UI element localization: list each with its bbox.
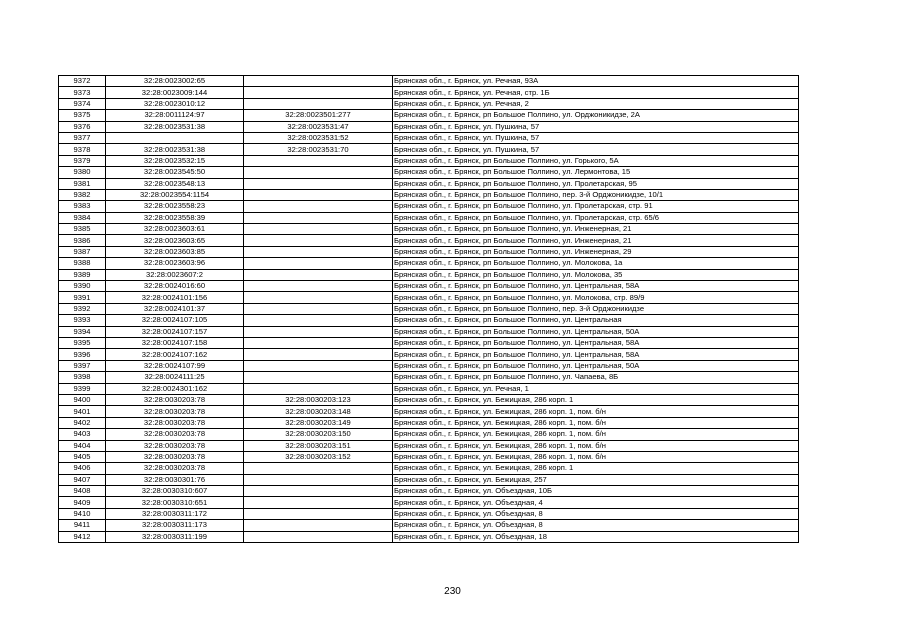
parent-cadastral-cell: 32:28:0023531:47 [244, 121, 393, 132]
address-cell: Брянская обл., г. Брянск, ул. Бежицкая, 286 корп. 1, пом. б/н [393, 440, 799, 451]
address-cell: Брянская обл., г. Брянск, рп Большое Полпино, ул. Пролетарская, стр. 65/6 [393, 212, 799, 223]
row-number-cell: 9392 [59, 303, 106, 314]
address-cell: Брянская обл., г. Брянск, ул. Бежицкая, 286 корп. 1, пом. б/н [393, 417, 799, 428]
address-cell: Брянская обл., г. Брянск, рп Большое Полпино, ул. Инженерная, 21 [393, 224, 799, 235]
row-number-cell: 9394 [59, 326, 106, 337]
cadastral-number-cell: 32:28:0030311:172 [106, 508, 244, 519]
parent-cadastral-cell [244, 486, 393, 497]
cadastral-number-cell: 32:28:0024107:162 [106, 349, 244, 360]
table-row [59, 224, 799, 235]
cadastral-number-cell: 32:28:0023603:61 [106, 224, 244, 235]
row-number-cell: 9381 [59, 178, 106, 189]
row-number-cell: 9374 [59, 98, 106, 109]
address-cell: Брянская обл., г. Брянск, ул. Объездная, 8 [393, 508, 799, 519]
address-cell: Брянская обл., г. Брянск, рп Большое Полпино, ул. Молокова, 35 [393, 269, 799, 280]
row-number-cell: 9386 [59, 235, 106, 246]
cadastral-number-cell: 32:28:0030311:173 [106, 520, 244, 531]
address-cell: Брянская обл., г. Брянск, рп Большое Полпино, ул. Лермонтова, 15 [393, 167, 799, 178]
registry-table [58, 75, 799, 543]
cadastral-number-cell: 32:28:0023603:96 [106, 258, 244, 269]
row-number-cell: 9404 [59, 440, 106, 451]
row-number-cell: 9403 [59, 429, 106, 440]
page-number: 230 [444, 586, 461, 597]
row-number-cell: 9390 [59, 281, 106, 292]
row-number-cell: 9391 [59, 292, 106, 303]
parent-cadastral-cell [244, 246, 393, 257]
address-cell: Брянская обл., г. Брянск, ул. Пушкина, 57 [393, 144, 799, 155]
parent-cadastral-cell: 32:28:0023501:277 [244, 110, 393, 121]
table-row [59, 394, 799, 405]
row-number-cell: 9407 [59, 474, 106, 485]
row-number-cell: 9402 [59, 417, 106, 428]
row-number-cell: 9378 [59, 144, 106, 155]
table-row [59, 110, 799, 121]
parent-cadastral-cell [244, 292, 393, 303]
parent-cadastral-cell [244, 337, 393, 348]
row-number-cell: 9396 [59, 349, 106, 360]
address-cell: Брянская обл., г. Брянск, ул. Бежицкая, 286 корп. 1, пом. б/н [393, 406, 799, 417]
table-row [59, 167, 799, 178]
table-row [59, 520, 799, 531]
row-number-cell: 9377 [59, 132, 106, 143]
cadastral-number-cell: 32:28:0024107:99 [106, 360, 244, 371]
table-row [59, 201, 799, 212]
parent-cadastral-cell [244, 508, 393, 519]
table-row [59, 144, 799, 155]
cadastral-number-cell: 32:28:0011124:97 [106, 110, 244, 121]
cadastral-number-cell: 32:28:0024301:162 [106, 383, 244, 394]
row-number-cell: 9382 [59, 189, 106, 200]
cadastral-number-cell: 32:28:0030203:78 [106, 440, 244, 451]
row-number-cell: 9395 [59, 337, 106, 348]
parent-cadastral-cell: 32:28:0030203:151 [244, 440, 393, 451]
cadastral-number-cell: 32:28:0023009:144 [106, 87, 244, 98]
parent-cadastral-cell [244, 383, 393, 394]
table-row [59, 474, 799, 485]
cadastral-number-cell: 32:28:0030203:78 [106, 463, 244, 474]
parent-cadastral-cell [244, 201, 393, 212]
parent-cadastral-cell [244, 531, 393, 542]
table-row [59, 303, 799, 314]
parent-cadastral-cell [244, 212, 393, 223]
parent-cadastral-cell [244, 189, 393, 200]
parent-cadastral-cell [244, 167, 393, 178]
parent-cadastral-cell [244, 372, 393, 383]
table-row [59, 76, 799, 87]
parent-cadastral-cell [244, 520, 393, 531]
table-row [59, 337, 799, 348]
row-number-cell: 9412 [59, 531, 106, 542]
address-cell: Брянская обл., г. Брянск, рп Большое Полпино, ул. Пролетарская, 95 [393, 178, 799, 189]
parent-cadastral-cell [244, 497, 393, 508]
table-row [59, 508, 799, 519]
address-cell: Брянская обл., г. Брянск, ул. Бежицкая, 257 [393, 474, 799, 485]
cadastral-number-cell: 32:28:0030301:76 [106, 474, 244, 485]
row-number-cell: 9380 [59, 167, 106, 178]
address-cell: Брянская обл., г. Брянск, рп Большое Полпино, ул. Центральная, 58А [393, 349, 799, 360]
parent-cadastral-cell: 32:28:0023531:52 [244, 132, 393, 143]
table-row [59, 486, 799, 497]
cadastral-number-cell: 32:28:0024107:157 [106, 326, 244, 337]
parent-cadastral-cell: 32:28:0030203:123 [244, 394, 393, 405]
row-number-cell: 9389 [59, 269, 106, 280]
table-row [59, 121, 799, 132]
address-cell: Брянская обл., г. Брянск, рп Большое Полпино, ул. Орджоникидзе, 2А [393, 110, 799, 121]
table-row [59, 497, 799, 508]
address-cell: Брянская обл., г. Брянск, рп Большое Полпино, ул. Молокова, 1а [393, 258, 799, 269]
cadastral-number-cell: 32:28:0024016:60 [106, 281, 244, 292]
row-number-cell: 9406 [59, 463, 106, 474]
parent-cadastral-cell [244, 235, 393, 246]
parent-cadastral-cell [244, 76, 393, 87]
cadastral-number-cell: 32:28:0030203:78 [106, 394, 244, 405]
registry-table-body [59, 76, 799, 543]
cadastral-number-cell: 32:28:0024101:156 [106, 292, 244, 303]
table-row [59, 258, 799, 269]
row-number-cell: 9387 [59, 246, 106, 257]
cadastral-number-cell: 32:28:0030311:199 [106, 531, 244, 542]
parent-cadastral-cell [244, 349, 393, 360]
address-cell: Брянская обл., г. Брянск, ул. Бежицкая, 286 корп. 1, пом. б/н [393, 451, 799, 462]
table-row [59, 531, 799, 542]
address-cell: Брянская обл., г. Брянск, рп Большое Полпино, ул. Чапаева, 8Б [393, 372, 799, 383]
table-row [59, 383, 799, 394]
table-row [59, 178, 799, 189]
cadastral-number-cell: 32:28:0023607:2 [106, 269, 244, 280]
parent-cadastral-cell [244, 360, 393, 371]
row-number-cell: 9384 [59, 212, 106, 223]
cadastral-number-cell: 32:28:0023002:65 [106, 76, 244, 87]
row-number-cell: 9400 [59, 394, 106, 405]
table-row [59, 246, 799, 257]
address-cell: Брянская обл., г. Брянск, ул. Пушкина, 57 [393, 121, 799, 132]
cadastral-number-cell: 32:28:0024107:158 [106, 337, 244, 348]
table-row [59, 315, 799, 326]
cadastral-number-cell: 32:28:0030203:78 [106, 406, 244, 417]
table-row [59, 451, 799, 462]
table-row [59, 372, 799, 383]
table-row [59, 429, 799, 440]
row-number-cell: 9375 [59, 110, 106, 121]
parent-cadastral-cell: 32:28:0030203:150 [244, 429, 393, 440]
address-cell: Брянская обл., г. Брянск, рп Большое Полпино, ул. Горького, 5А [393, 155, 799, 166]
row-number-cell: 9410 [59, 508, 106, 519]
address-cell: Брянская обл., г. Брянск, ул. Бежицкая, 286 корп. 1 [393, 394, 799, 405]
address-cell: Брянская обл., г. Брянск, ул. Речная, 93А [393, 76, 799, 87]
address-cell: Брянская обл., г. Брянск, ул. Объездная, 4 [393, 497, 799, 508]
cadastral-number-cell: 32:28:0024107:105 [106, 315, 244, 326]
address-cell: Брянская обл., г. Брянск, рп Большое Полпино, ул. Инженерная, 21 [393, 235, 799, 246]
table-row [59, 281, 799, 292]
table-row [59, 292, 799, 303]
row-number-cell: 9398 [59, 372, 106, 383]
row-number-cell: 9405 [59, 451, 106, 462]
table-row [59, 132, 799, 143]
parent-cadastral-cell: 32:28:0023531:70 [244, 144, 393, 155]
cadastral-number-cell [106, 132, 244, 143]
parent-cadastral-cell [244, 463, 393, 474]
parent-cadastral-cell [244, 303, 393, 314]
cadastral-number-cell: 32:28:0023558:39 [106, 212, 244, 223]
parent-cadastral-cell: 32:28:0030203:148 [244, 406, 393, 417]
parent-cadastral-cell [244, 155, 393, 166]
address-cell: Брянская обл., г. Брянск, рп Большое Полпино, ул. Центральная, 50А [393, 360, 799, 371]
address-cell: Брянская обл., г. Брянск, рп Большое Полпино, пер. 3-й Орджоникидзе, 10/1 [393, 189, 799, 200]
row-number-cell: 9409 [59, 497, 106, 508]
row-number-cell: 9393 [59, 315, 106, 326]
row-number-cell: 9388 [59, 258, 106, 269]
cadastral-number-cell: 32:28:0023603:85 [106, 246, 244, 257]
table-row [59, 463, 799, 474]
cadastral-number-cell: 32:28:0023545:50 [106, 167, 244, 178]
address-cell: Брянская обл., г. Брянск, рп Большое Полпино, ул. Центральная, 50А [393, 326, 799, 337]
table-row [59, 98, 799, 109]
address-cell: Брянская обл., г. Брянск, ул. Речная, 1 [393, 383, 799, 394]
address-cell: Брянская обл., г. Брянск, ул. Объездная, 10Б [393, 486, 799, 497]
cadastral-number-cell: 32:28:0030203:78 [106, 417, 244, 428]
parent-cadastral-cell [244, 178, 393, 189]
parent-cadastral-cell [244, 326, 393, 337]
parent-cadastral-cell [244, 258, 393, 269]
cadastral-number-cell: 32:28:0023532:15 [106, 155, 244, 166]
address-cell: Брянская обл., г. Брянск, рп Большое Полпино, ул. Центральная [393, 315, 799, 326]
row-number-cell: 9376 [59, 121, 106, 132]
row-number-cell: 9411 [59, 520, 106, 531]
cadastral-number-cell: 32:28:0023554:1154 [106, 189, 244, 200]
cadastral-number-cell: 32:28:0023603:65 [106, 235, 244, 246]
address-cell: Брянская обл., г. Брянск, рп Большое Полпино, ул. Молокова, стр. 89/9 [393, 292, 799, 303]
row-number-cell: 9401 [59, 406, 106, 417]
row-number-cell: 9397 [59, 360, 106, 371]
cadastral-number-cell: 32:28:0030310:651 [106, 497, 244, 508]
cadastral-number-cell: 32:28:0023010:12 [106, 98, 244, 109]
cadastral-number-cell: 32:28:0023531:38 [106, 121, 244, 132]
address-cell: Брянская обл., г. Брянск, ул. Речная, 2 [393, 98, 799, 109]
parent-cadastral-cell [244, 98, 393, 109]
address-cell: Брянская обл., г. Брянск, рп Большое Полпино, ул. Инженерная, 29 [393, 246, 799, 257]
address-cell: Брянская обл., г. Брянск, ул. Объездная, 8 [393, 520, 799, 531]
row-number-cell: 9408 [59, 486, 106, 497]
row-number-cell: 9383 [59, 201, 106, 212]
table-row [59, 360, 799, 371]
row-number-cell: 9379 [59, 155, 106, 166]
address-cell: Брянская обл., г. Брянск, ул. Речная, стр. 1Б [393, 87, 799, 98]
table-row [59, 212, 799, 223]
cadastral-number-cell: 32:28:0023531:38 [106, 144, 244, 155]
address-cell: Брянская обл., г. Брянск, рп Большое Полпино, ул. Центральная, 58А [393, 337, 799, 348]
address-cell: Брянская обл., г. Брянск, рп Большое Полпино, пер. 3-й Орджоникидзе [393, 303, 799, 314]
row-number-cell: 9372 [59, 76, 106, 87]
address-cell: Брянская обл., г. Брянск, ул. Пушкина, 57 [393, 132, 799, 143]
cadastral-number-cell: 32:28:0030203:78 [106, 429, 244, 440]
table-row [59, 235, 799, 246]
cadastral-number-cell: 32:28:0023548:13 [106, 178, 244, 189]
table-row [59, 440, 799, 451]
row-number-cell: 9385 [59, 224, 106, 235]
parent-cadastral-cell [244, 281, 393, 292]
row-number-cell: 9399 [59, 383, 106, 394]
parent-cadastral-cell [244, 224, 393, 235]
address-cell: Брянская обл., г. Брянск, ул. Бежицкая, 286 корп. 1, пом. б/н [393, 429, 799, 440]
cadastral-number-cell: 32:28:0030310:607 [106, 486, 244, 497]
table-row [59, 269, 799, 280]
cadastral-number-cell: 32:28:0024101:37 [106, 303, 244, 314]
parent-cadastral-cell [244, 474, 393, 485]
row-number-cell: 9373 [59, 87, 106, 98]
table-row [59, 189, 799, 200]
address-cell: Брянская обл., г. Брянск, рп Большое Полпино, ул. Пролетарская, стр. 91 [393, 201, 799, 212]
parent-cadastral-cell: 32:28:0030203:149 [244, 417, 393, 428]
table-row [59, 87, 799, 98]
cadastral-number-cell: 32:28:0030203:78 [106, 451, 244, 462]
parent-cadastral-cell: 32:28:0030203:152 [244, 451, 393, 462]
table-row [59, 326, 799, 337]
parent-cadastral-cell [244, 269, 393, 280]
table-row [59, 155, 799, 166]
address-cell: Брянская обл., г. Брянск, ул. Объездная, 18 [393, 531, 799, 542]
parent-cadastral-cell [244, 87, 393, 98]
table-row [59, 417, 799, 428]
table-row [59, 406, 799, 417]
address-cell: Брянская обл., г. Брянск, рп Большое Полпино, ул. Центральная, 58А [393, 281, 799, 292]
cadastral-number-cell: 32:28:0023558:23 [106, 201, 244, 212]
address-cell: Брянская обл., г. Брянск, ул. Бежицкая, 286 корп. 1 [393, 463, 799, 474]
table-row [59, 349, 799, 360]
parent-cadastral-cell [244, 315, 393, 326]
cadastral-number-cell: 32:28:0024111:25 [106, 372, 244, 383]
